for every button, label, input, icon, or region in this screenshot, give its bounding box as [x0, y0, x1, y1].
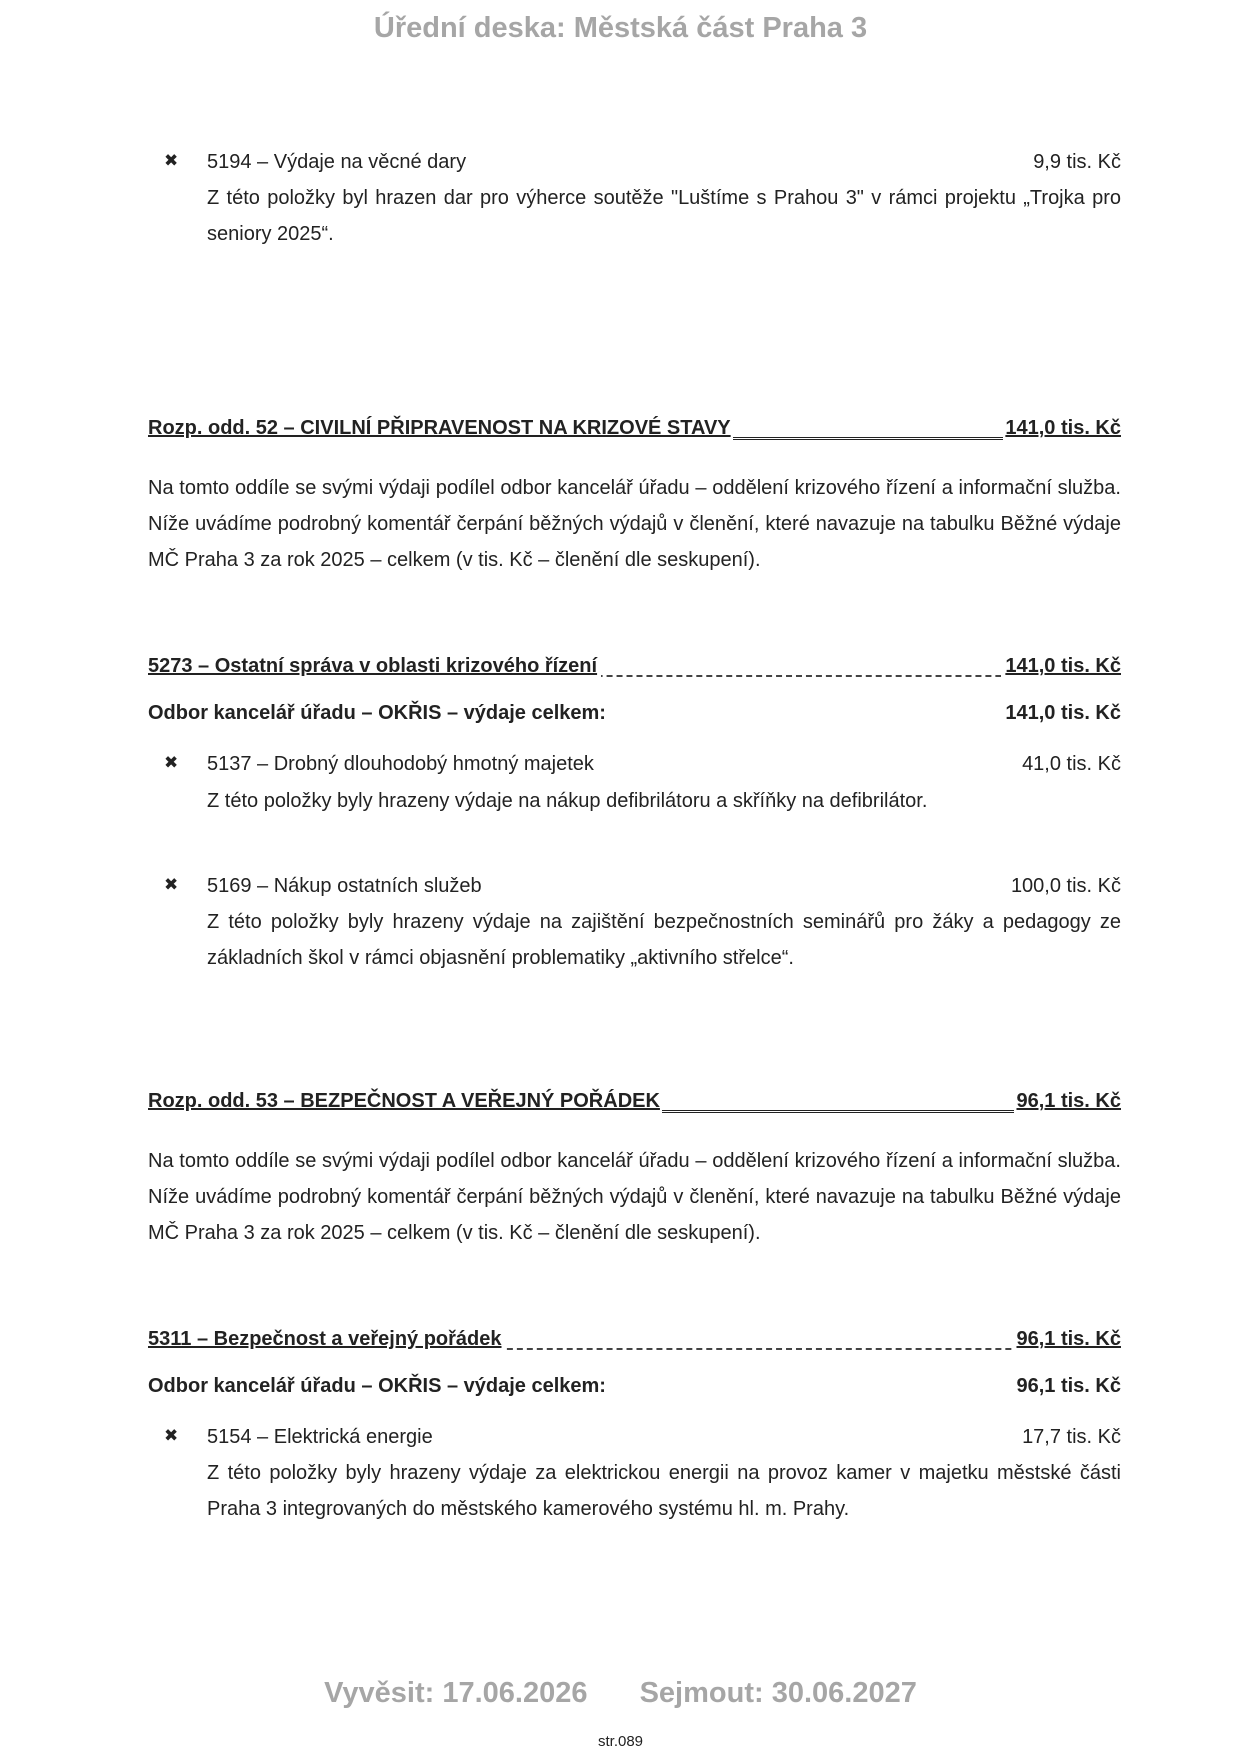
total-amount: 141,0 tis. Kč — [1005, 702, 1121, 724]
x-bullet-icon: ✖ — [164, 1426, 179, 1445]
item-description: Z této položky byl hrazen dar pro výherce soutěže "Luštíme s Prahou 3" v rámci projektu „Trojka pro seniory 2025“. — [207, 187, 1121, 245]
budget-item-5154 — [148, 1422, 1121, 1452]
item-title: 5169 – Nákup ostatních služeb — [207, 875, 482, 897]
x-bullet-icon: ✖ — [164, 875, 179, 894]
item-amount: 41,0 tis. Kč — [1022, 753, 1121, 775]
item-title: 5154 – Elektrická energie — [207, 1426, 433, 1448]
item-amount: 17,7 tis. Kč — [1022, 1426, 1121, 1448]
subsection-title: 5311 – Bezpečnost a veřejný pořádek — [148, 1324, 506, 1354]
item-title: 5194 – Výdaje na věcné dary — [207, 151, 467, 173]
item-title: 5137 – Drobný dlouhodobý hmotný majetek — [207, 753, 594, 775]
section-amount: 141,0 tis. Kč — [1003, 413, 1121, 443]
total-label: Odbor kancelář úřadu – OKŘIS – výdaje celkem: — [148, 1375, 606, 1397]
subsection-heading-5311 — [148, 1324, 1121, 1354]
notice-board-header: Úřední deska: Městská část Praha 3 — [373, 12, 868, 44]
total-label: Odbor kancelář úřadu – OKŘIS – výdaje celkem: — [148, 702, 606, 724]
budget-item-5137 — [148, 749, 1121, 779]
section-title: Rozp. odd. 52 – CIVILNÍ PŘIPRAVENOST NA KRIZOVÉ STAVY — [148, 413, 733, 443]
total-amount: 96,1 tis. Kč — [1016, 1375, 1121, 1397]
posting-dates-footer — [0, 1677, 1241, 1710]
item-amount: 100,0 tis. Kč — [1010, 875, 1121, 897]
subsection-amount: 96,1 tis. Kč — [1012, 1324, 1121, 1354]
x-bullet-icon: ✖ — [164, 753, 179, 772]
posted-date: Vyvěsit: 17.06.2026 — [324, 1677, 588, 1709]
department-total — [148, 698, 1121, 728]
section-paragraph: Na tomto oddíle se svými výdaji podílel odbor kancelář úřadu – oddělení krizového řízení a informační služba. Níže uvádíme podrobný komentář čerpání běžných výdajů v členění, které navazuje na tabulku Běžné výdaje MČ Praha 3 za rok 2025 – celkem (v tis. Kč – členění dle seskupení). — [148, 477, 1121, 571]
item-description: Z této položky byly hrazeny výdaje na nákup defibrilátoru a skříňky na defibrilátor. — [207, 790, 928, 812]
section-paragraph: Na tomto oddíle se svými výdaji podílel odbor kancelář úřadu – oddělení krizového řízení a informační služba. Níže uvádíme podrobný komentář čerpání běžných výdajů v členění, které navazuje na tabulku Běžné výdaje MČ Praha 3 za rok 2025 – celkem (v tis. Kč – členění dle seskupení). — [148, 1150, 1121, 1244]
section-heading-52 — [148, 413, 1121, 443]
item-description: Z této položky byly hrazeny výdaje na zajištění bezpečnostních seminářů pro žáky a pedagogy ze základních škol v rámci objasnění problematiky „aktivního střelce“. — [207, 911, 1121, 969]
budget-item-5194 — [148, 147, 1121, 177]
budget-item-5169 — [148, 871, 1121, 901]
subsection-title: 5273 – Ostatní správa v oblasti krizového řízení — [148, 651, 601, 681]
x-bullet-icon: ✖ — [164, 151, 179, 170]
section-heading-53 — [148, 1086, 1121, 1116]
page-number: str.089 — [597, 1733, 644, 1750]
removal-date: Sejmout: 30.06.2027 — [639, 1677, 917, 1709]
subsection-heading-5273 — [148, 651, 1121, 681]
section-amount: 96,1 tis. Kč — [1014, 1086, 1121, 1116]
department-total — [148, 1371, 1121, 1401]
item-description: Z této položky byly hrazeny výdaje za elektrickou energii na provoz kamer v majetku městské části Praha 3 integrovaných do městského kamerového systému hl. m. Prahy. — [207, 1462, 1121, 1520]
subsection-amount: 141,0 tis. Kč — [1001, 651, 1121, 681]
section-title: Rozp. odd. 53 – BEZPEČNOST A VEŘEJNÝ POŘÁDEK — [148, 1086, 662, 1116]
item-amount: 9,9 tis. Kč — [1033, 151, 1121, 173]
